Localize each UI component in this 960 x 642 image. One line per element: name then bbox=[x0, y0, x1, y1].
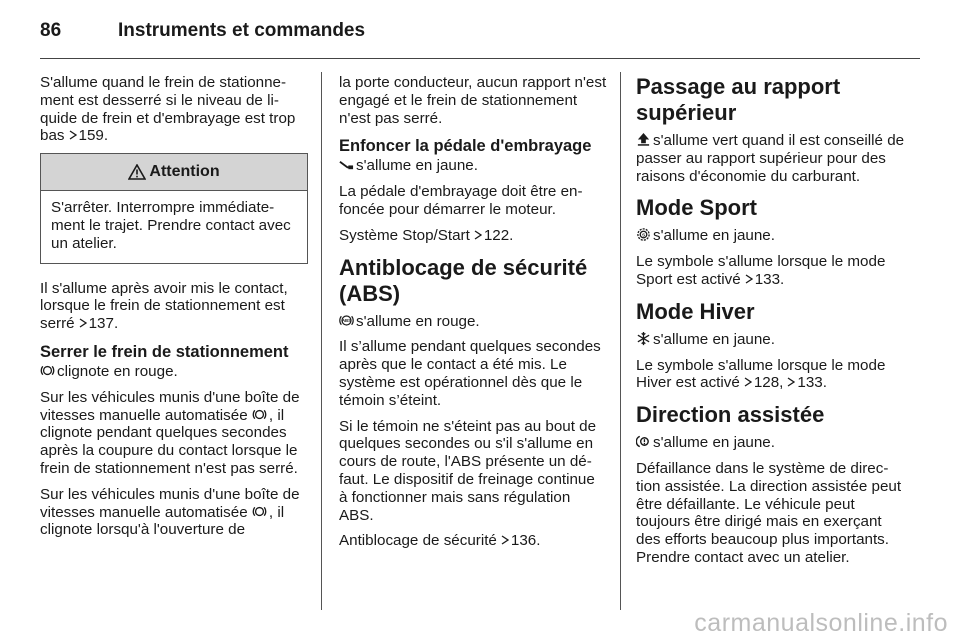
abs-icon bbox=[339, 313, 354, 328]
page-ref-arrow-icon bbox=[745, 274, 753, 284]
page-ref: 159. bbox=[78, 127, 109, 145]
attention-box bbox=[40, 153, 308, 263]
page-ref: 136. bbox=[510, 532, 541, 550]
paragraph: s'allume en jaune. bbox=[636, 331, 906, 349]
paragraph: Il s'allume après avoir mis le contact, lorsque le frein de stationnement est serré 137. bbox=[40, 279, 288, 333]
page-ref-arrow-icon bbox=[69, 130, 77, 140]
page-ref-arrow-icon bbox=[474, 230, 482, 240]
power-steering-icon bbox=[636, 434, 651, 449]
heading-direction-assistee: Direction assistée bbox=[636, 402, 825, 428]
paragraph: Si le témoin ne s'éteint pas au bout de quelques secondes ou s'il s'allume en cours de route, l'ABS présente un défaut. Le dispositif de freinage continue à fonctionner mais sans régulation ABS. bbox=[339, 417, 597, 524]
page-title: Instruments et commandes bbox=[118, 20, 366, 41]
column-3 bbox=[636, 74, 906, 575]
attention-title: Attention bbox=[149, 163, 220, 181]
header-rule bbox=[40, 58, 920, 59]
clutch-pedal-icon bbox=[339, 157, 354, 172]
page-ref-arrow-icon bbox=[787, 377, 795, 387]
heading-passage-rapport: Passage au rapport supérieur bbox=[636, 74, 841, 125]
paragraph: Défaillance dans le système de direction assistée. La direction assistée peut être défaillante. Le véhicule peut toujours être dirigé mais en exerçant des efforts beaucoup plus importants. Prendre contact avec un atelier. bbox=[636, 459, 902, 566]
parking-brake-icon bbox=[252, 504, 267, 519]
paragraph: Le symbole s'allume lorsque le mode Sport est activé 133. bbox=[636, 253, 886, 288]
column-divider-1 bbox=[321, 72, 322, 610]
upshift-arrow-icon bbox=[636, 132, 651, 147]
column-2 bbox=[339, 74, 607, 558]
warning-triangle-icon bbox=[128, 164, 146, 180]
page-ref-arrow-icon bbox=[744, 377, 752, 387]
page-ref-arrow-icon bbox=[79, 318, 87, 328]
snowflake-icon bbox=[636, 331, 651, 346]
attention-body: S'arrêter. Interrompre immédiatement le trajet. Prendre contact avec un atelier. bbox=[51, 199, 291, 252]
paragraph: la porte conducteur, aucun rapport n'est engagé et le frein de stationnement n'est pas serré. bbox=[339, 74, 607, 127]
heading-mode-hiver: Mode Hiver bbox=[636, 298, 755, 324]
page-ref: 137. bbox=[88, 315, 119, 333]
paragraph: Sur les véhicules munis d'une boîte de vitesses manuelle automatisée , il clignote lorsqu'à l'ouverture de bbox=[40, 485, 300, 539]
paragraph: Système Stop/Start 122. bbox=[339, 226, 514, 244]
paragraph: S s'allume en jaune. bbox=[636, 227, 906, 245]
heading-serrer-frein: Serrer le frein de stationnement bbox=[40, 342, 289, 361]
paragraph: clignote en rouge. bbox=[40, 363, 308, 381]
paragraph: Antiblocage de sécurité 136. bbox=[339, 532, 541, 550]
attention-header bbox=[41, 154, 307, 191]
paragraph: Le symbole s'allume lorsque le mode Hiver est activé 128, 133. bbox=[636, 356, 886, 392]
column-1 bbox=[40, 74, 308, 547]
watermark: carmanualsonline.info bbox=[694, 609, 948, 637]
column-divider-2 bbox=[620, 72, 621, 610]
paragraph: S'allume quand le frein de stationnement est desserré si le niveau de liquide de frein et d'embrayage est trop bas 159. bbox=[40, 74, 296, 145]
heading-mode-sport: Mode Sport bbox=[636, 195, 757, 221]
page-ref: 133. bbox=[754, 270, 785, 288]
sport-mode-icon bbox=[636, 227, 651, 242]
page-ref: 128, bbox=[753, 374, 784, 392]
paragraph: Sur les véhicules munis d'une boîte de vitesses manuelle automatisée , il clignote pendant quelques secondes après la coupure du contact lorsque le frein de stationnement n'est pas serré. bbox=[40, 388, 300, 477]
page-ref: 122. bbox=[483, 226, 514, 244]
page-number: 86 bbox=[40, 20, 62, 41]
heading-abs: Antiblocage de sécurité (ABS) bbox=[339, 254, 588, 306]
paragraph: s'allume vert quand il est conseillé de passer au rapport supérieur pour des raisons d'économie du carburant. bbox=[636, 132, 905, 185]
paragraph: Il s’allume pendant quelques secondes après que le contact a été mis. Le système est opérationnel dès que le témoin s’éteint. bbox=[339, 338, 601, 409]
paragraph: s'allume en jaune. bbox=[339, 157, 607, 175]
svg-text:S: S bbox=[641, 232, 646, 238]
parking-brake-icon bbox=[40, 363, 55, 378]
paragraph: ABS s'allume en rouge. bbox=[339, 313, 607, 331]
paragraph: La pédale d'embrayage doit être enfoncée pour démarrer le moteur. bbox=[339, 183, 583, 218]
svg-text:ABS: ABS bbox=[341, 317, 352, 323]
parking-brake-icon bbox=[252, 407, 267, 422]
page-ref: 133. bbox=[797, 374, 827, 392]
page-ref-arrow-icon bbox=[501, 535, 509, 545]
paragraph: s'allume en jaune. bbox=[636, 434, 906, 452]
heading-enfoncer-pedale: Enfoncer la pédale d'embrayage bbox=[339, 137, 592, 156]
